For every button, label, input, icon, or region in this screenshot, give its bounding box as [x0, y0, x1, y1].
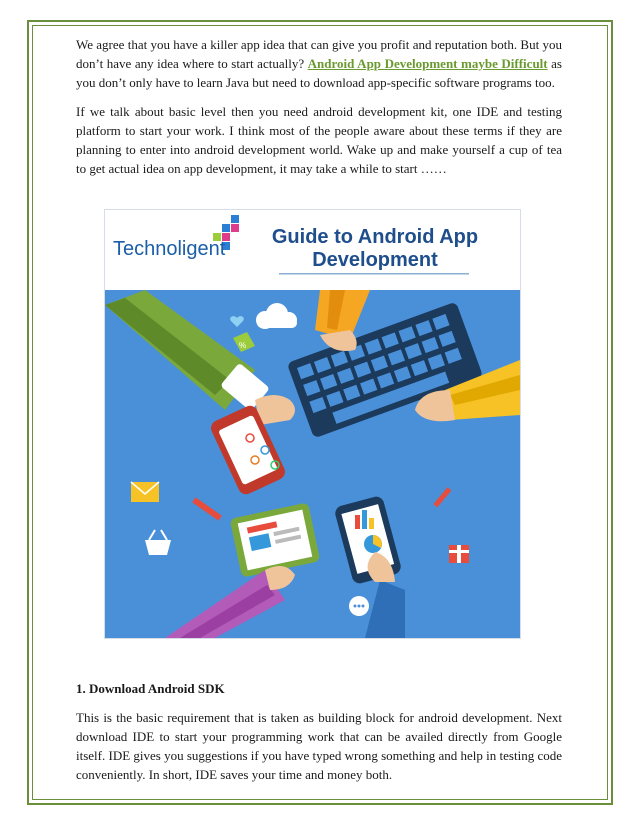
guide-title-line2: Development	[312, 249, 438, 271]
illustration-svg	[105, 210, 520, 638]
brand-logo-text: Technoligent	[113, 238, 226, 260]
paragraph-1-start: We agree that you have a killer app idea that can give you profit and reputation both. But you don’t have any idea where to start actually?	[76, 37, 562, 71]
paragraph-1-end: as you don’t only have to learn Java but need to download app-specific software programs too.	[76, 56, 562, 90]
paragraph-3: This is the basic requirement that is taken as building block for android development. Next download IDE to start your programming work that can be availed directly from Google itself. IDE gives you suggestions if you have typed wrong something and help in testing code conveniently. In short, IDE saves your time and money both.	[76, 710, 562, 782]
paragraph-2: If we talk about basic level then you need android development kit, one IDE and testing platform to start your work. I think most of the people aware about these terms if they are planning to enter into android development world. Wake up and make yourself a cup of tea to get actual idea on app development, it may take a while to start ……	[76, 104, 562, 176]
section-heading: 1. Download Android SDK	[76, 681, 225, 696]
guide-title-line1: Guide to Android App	[271, 226, 479, 248]
chat-icon	[349, 596, 369, 616]
intro-text	[76, 35, 562, 178]
guide-illustration	[104, 209, 521, 639]
paragraph-1	[76, 35, 562, 92]
android-difficult-link[interactable]: Android App Development maybe Difficult	[307, 56, 548, 71]
gift-icon	[449, 545, 469, 563]
envelope-icon	[131, 482, 159, 502]
percent-badge: %	[239, 341, 247, 350]
